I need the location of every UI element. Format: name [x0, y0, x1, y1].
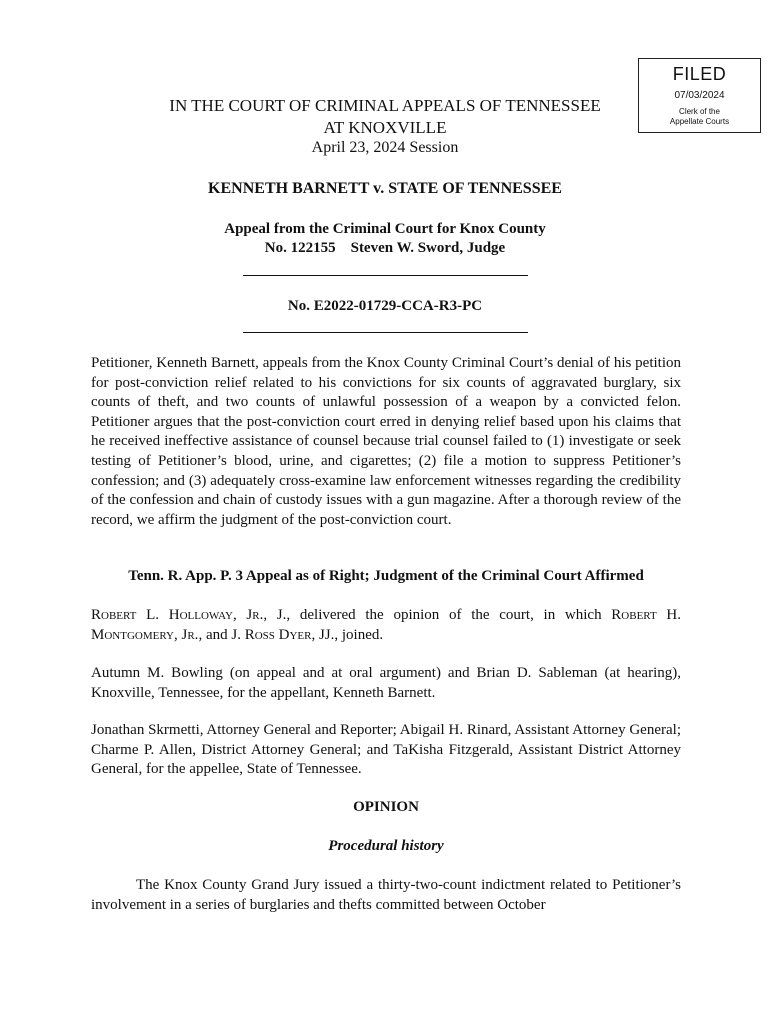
clerk-label — [639, 107, 760, 127]
clerk-line-2: Appellate Courts — [669, 117, 730, 126]
authorship-mid: , delivered the opinion of the court, in which — [286, 607, 612, 623]
body-paragraph: The Knox County Grand Jury issued a thirty-two-count indictment related to Petitioner’s involvement in a series of burglaries and thefts committed between October — [91, 877, 681, 913]
summary-paragraph: Petitioner, Kenneth Barnett, appeals from the Knox County Criminal Court’s denial of his petition for post-conviction relief related to his convictions for six counts of aggravated burglary, six counts of theft, and two counts of unlawful possession of a weapon by a convicted felon. Petitioner argues that the post-conviction court erred in denying relief based upon his claims that he received ineffective assistance of counsel because trial counsel failed to (1) investigate or seek testing of Petitioner’s blood, urine, and cigarettes; (2) file a motion to suppress Petitioner’s confession; and (3) adequately cross-examine law enforcement witnesses regarding the credibility of the confession and chain of custody issues with a gun magazine. After a thorough review of the record, we affirm the judgment of the post-conviction court. — [91, 355, 681, 528]
section-heading: Procedural history — [328, 838, 444, 854]
author-name: Robert L. Holloway, Jr., J. — [91, 607, 287, 623]
authorship-end: , JJ., joined. — [311, 626, 384, 643]
court-name — [140, 95, 630, 139]
case-caption: KENNETH BARNETT v. STATE OF TENNESSEE — [208, 180, 562, 197]
docket-number: No. E2022-01729-CCA-R3-PC — [287, 298, 483, 314]
divider-bottom — [243, 332, 528, 333]
authorship-and: , and — [198, 626, 232, 643]
clerk-line-1: Clerk of the — [679, 107, 720, 116]
disposition: Tenn. R. App. P. 3 Appeal as of Right; Judgment of the Criminal Court Affirmed — [128, 568, 644, 584]
judge-2: J. Ross Dyer — [231, 626, 312, 643]
appeal-line-1: Appeal from the Criminal Court for Knox County — [224, 221, 546, 237]
authorship-paragraph — [91, 606, 681, 645]
court-line-1: IN THE COURT OF CRIMINAL APPEALS OF TENNESSEE — [169, 96, 601, 115]
judge-1: Robert H. Montgomery, Jr. — [91, 607, 681, 643]
counsel-appellee: Jonathan Skrmetti, Attorney General and Reporter; Abigail H. Rinard, Assistant Attorney General; Charme P. Allen, District Attorney General; and TaKisha Fitzgerald, Assistant District Attorney General, for the appellee, State of Tennessee. — [91, 722, 681, 778]
counsel-appellant: Autumn M. Bowling (on appeal and at oral argument) and Brian D. Sableman (at hearing), Knoxville, Tennessee, for the appellant, Kenneth Barnett. — [91, 665, 681, 701]
appeal-line-2: No. 122155 Steven W. Sword, Judge — [264, 240, 506, 256]
filed-date: 07/03/2024 — [674, 90, 725, 101]
session-date: April 23, 2024 Session — [311, 139, 459, 156]
divider-top — [243, 275, 528, 276]
filed-label: FILED — [672, 64, 727, 84]
filed-stamp — [638, 58, 761, 133]
opinion-heading: OPINION — [353, 799, 419, 815]
court-line-2: AT KNOXVILLE — [323, 118, 447, 137]
appeal-info — [95, 220, 675, 258]
